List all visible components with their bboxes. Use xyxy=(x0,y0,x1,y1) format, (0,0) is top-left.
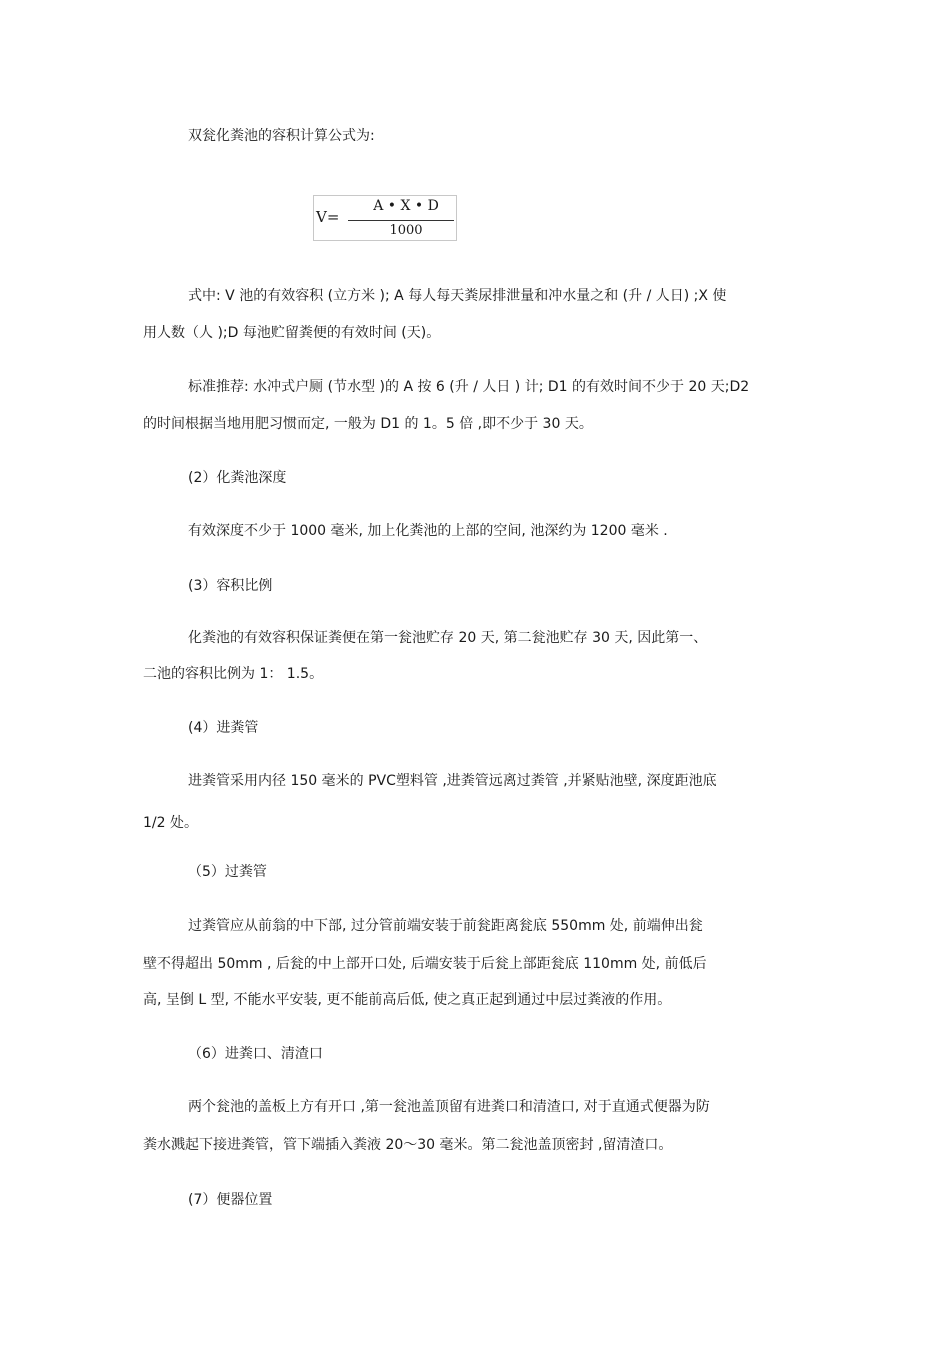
paragraph-line: 的时间根据当地用肥习惯而定, 一般为 D1 的 1。5 倍 ,即不少于 30 天。 xyxy=(143,416,593,432)
formula-denominator: 1000 xyxy=(389,223,423,238)
paragraph-line: 用人数（人 );D 每池贮留粪便的有效时间 (天)。 xyxy=(143,325,441,341)
section-heading: (7）便器位置 xyxy=(188,1192,273,1208)
paragraph-line: 化粪池的有效容积保证粪便在第一瓮池贮存 20 天, 第二瓮池贮存 30 天, 因此第一、 xyxy=(188,630,708,646)
paragraph-line: 二池的容积比例为 1： 1.5。 xyxy=(143,666,324,682)
formula-lhs: V= xyxy=(316,208,340,226)
paragraph-line: 1/2 处。 xyxy=(143,815,198,831)
volume-formula xyxy=(313,195,457,241)
section-heading: (3）容积比例 xyxy=(188,578,273,594)
intro-line: 双瓮化粪池的容积计算公式为: xyxy=(188,128,375,144)
paragraph-line: 粪水溅起下接进粪管，管下端插入粪液 20～30 毫米。第二瓮池盖顶密封 ,留清渣口。 xyxy=(143,1137,673,1153)
paragraph-line: 高, 呈倒 L 型, 不能水平安装, 更不能前高后低, 使之真正起到通过中层过粪液的作用。 xyxy=(143,992,672,1008)
paragraph-line: 两个瓮池的盖板上方有开口 ,第一瓮池盖顶留有进粪口和清渣口, 对于直通式便器为防 xyxy=(188,1099,710,1115)
paragraph-line: 进粪管采用内径 150 毫米的 PVC塑料管 ,进粪管远离过粪管 ,并紧贴池壁, 深度距池底 xyxy=(188,773,717,789)
section-heading: (2）化粪池深度 xyxy=(188,470,287,486)
paragraph-line: 式中: V 池的有效容积 (立方米 ); A 每人每天粪尿排泄量和冲水量之和 (升 / 人日) ;X 使 xyxy=(188,288,727,304)
section-heading: (4）进粪管 xyxy=(188,720,259,736)
paragraph-line: 有效深度不少于 1000 毫米, 加上化粪池的上部的空间, 池深约为 1200 毫米 . xyxy=(188,523,668,539)
formula-numerator: A • X • D xyxy=(373,198,439,214)
paragraph-line: 过粪管应从前翁的中下部, 过分管前端安装于前瓮距离瓮底 550mm 处, 前端伸出瓮 xyxy=(188,918,703,934)
fraction-bar xyxy=(348,220,454,221)
paragraph-line: 标准推荐: 水冲式户厕 (节水型 )的 A 按 6 (升 / 人日 ) 计; D1 的有效时间不少于 20 天;D2 xyxy=(188,379,750,395)
section-heading: （6）进粪口、清渣口 xyxy=(188,1046,323,1062)
section-heading: （5）过粪管 xyxy=(188,864,267,880)
paragraph-line: 壁不得超出 50mm , 后瓮的中上部开口处, 后端安装于后瓮上部距瓮底 110mm 处, 前低后 xyxy=(143,956,707,972)
